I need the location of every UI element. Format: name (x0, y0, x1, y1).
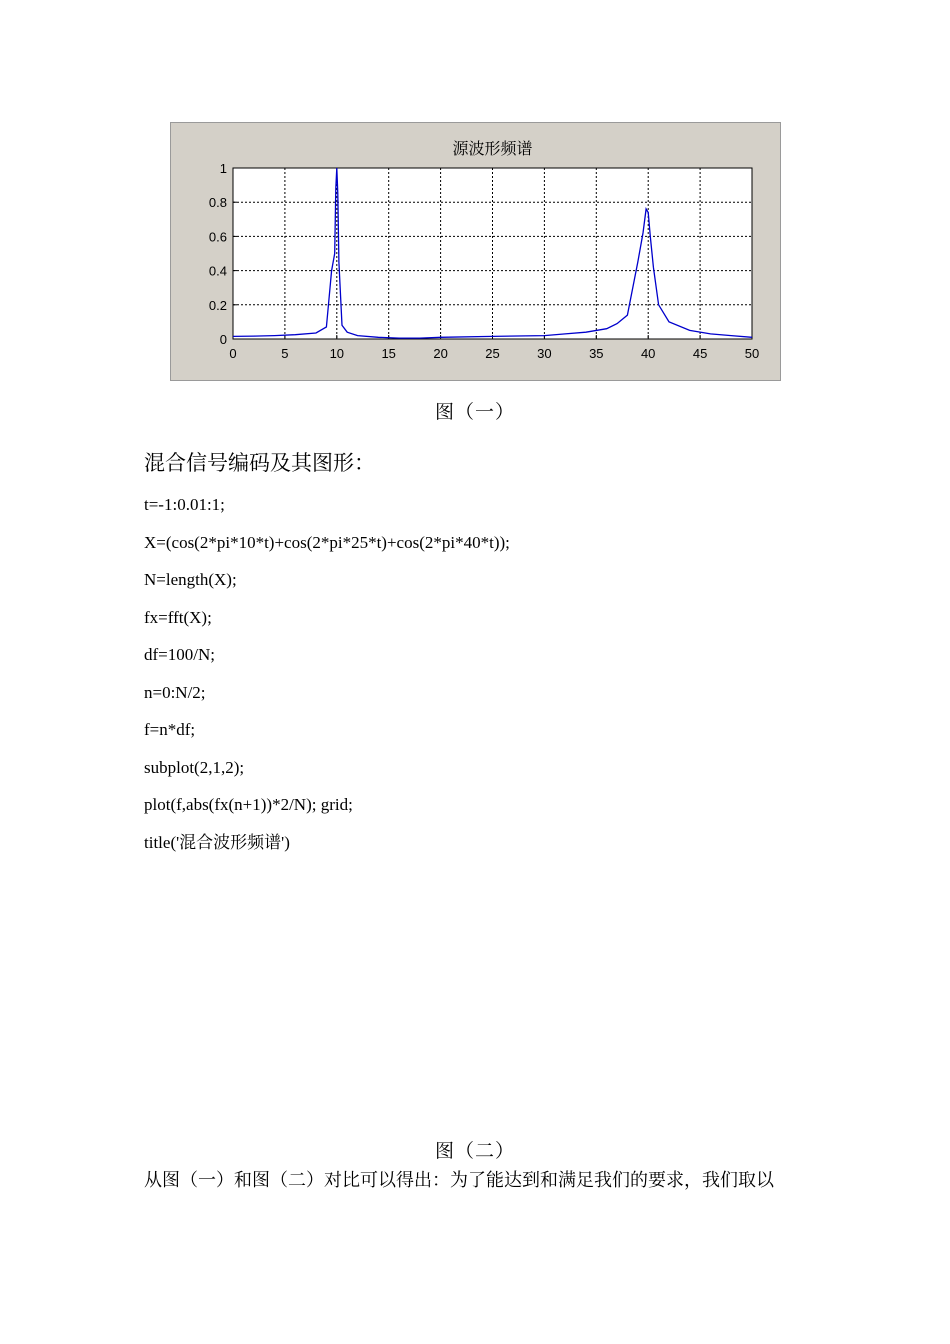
x-tick-label: 30 (537, 346, 552, 361)
spectrum-chart-svg (171, 123, 782, 382)
code-line: N=length(X); (144, 570, 237, 589)
code-line: fx=fft(X); (144, 607, 212, 627)
chart-title: 源波形频谱 (452, 139, 533, 158)
x-tick-label: 40 (640, 346, 656, 361)
x-tick-label: 15 (381, 346, 396, 361)
code-line: plot(f,abs(fx(n+1))*2/N); grid; (144, 795, 353, 814)
x-tick-label: 35 (589, 346, 604, 361)
y-tick-label: 0 (219, 332, 227, 347)
code-line: X=(cos(2*pi*10*t)+cos(2*pi*25*t)+cos(2*pi*40*t)); (144, 532, 510, 552)
x-tick-label: 45 (692, 346, 708, 361)
figure-1-spectrum-chart (170, 122, 781, 381)
x-tick-label: 25 (485, 346, 500, 361)
section-heading: 混合信号编码及其图形： (144, 451, 375, 475)
y-tick-label: 0.8 (208, 195, 227, 211)
y-tick-label: 0.6 (208, 229, 227, 245)
code-line: subplot(2,1,2); (144, 757, 245, 777)
x-tick-label: 0 (229, 346, 237, 361)
y-tick-label: 0.2 (208, 297, 227, 313)
code-line: title('混合波形频谱') (144, 832, 290, 852)
code-line: n=0:N/2; (144, 682, 206, 702)
figure-2-caption: 图（二） (434, 1140, 515, 1162)
x-tick-label: 50 (744, 346, 760, 361)
code-listing (144, 494, 510, 869)
x-tick-label: 20 (433, 346, 448, 361)
figure-1-caption: 图（一） (434, 401, 515, 423)
x-tick-label: 10 (329, 346, 345, 361)
conclusion-paragraph: 从图（一）和图（二）对比可以得出：为了能达到和满足我们的要求，我们取以 (144, 1170, 774, 1191)
code-line: df=100/N; (144, 645, 215, 664)
x-tick-label: 5 (281, 346, 289, 361)
code-line: f=n*df; (144, 720, 196, 739)
code-line: t=-1:0.01:1; (144, 495, 225, 514)
y-tick-label: 1 (219, 161, 227, 176)
y-tick-label: 0.4 (208, 263, 227, 279)
